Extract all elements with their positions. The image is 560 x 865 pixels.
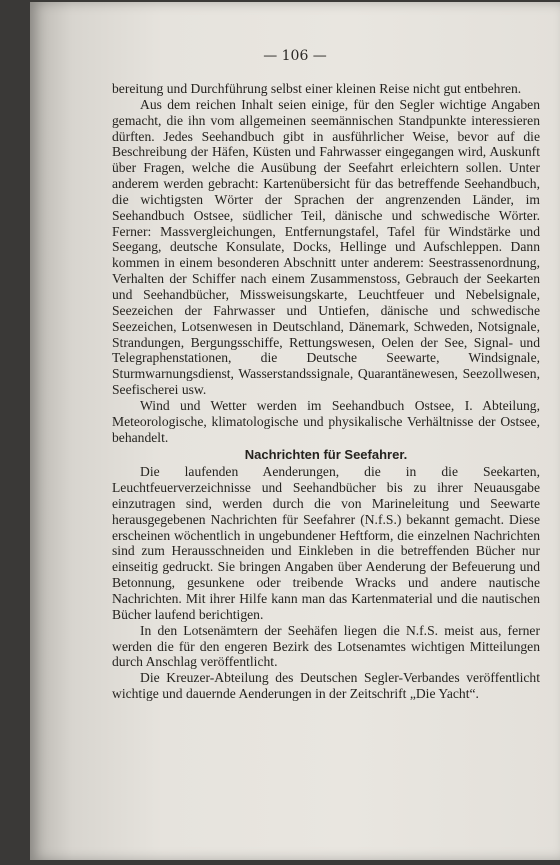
paragraph-changes: Die laufenden Aenderungen, die in die Seekarten, Leuchtfeuerverzeichnisse und Seehandbücher bis zu ihrer Neuausgabe einzutragen sind, werden durch die von Marineleitung und Seewarte herausgegebenen Nachrichten für Seefahrer (N.f.S.) bekannt gemacht. Diese erscheinen wöchentlich in ungebundener Heftform, die einzelnen Nachrichten sind zum Herausschneiden und Einkleben in die betreffenden Bücher nur einseitig gedruckt. Sie bringen Angaben über Aenderung der Befeuerung und Betonnung, gesunkene oder treibende Wracks und andere nautische Nachrichten. Mit ihrer Hilfe kann man das Kartenmaterial und die nautischen Bücher laufend berichtigen. xyxy=(112,464,540,622)
paragraph-weather: Wind und Wetter werden im Seehandbuch Ostsee, I. Abteilung, Meteorologische, klimatologische und physikalische Verhältnisse der Ostsee, behandelt. xyxy=(112,397,540,445)
paragraph-continuation: bereitung und Durchführung selbst einer kleinen Reise nicht gut entbehren. xyxy=(112,81,522,96)
paragraph-contents: Aus dem reichen Inhalt seien einige, für den Segler wichtige Angaben gemacht, die ihn vom allgemeinen seemännischen Standpunkte interessieren dürften. Jedes Seehandbuch gibt in ausführlicher Weise, bevor auf die Beschreibung der Häfen, Küsten und Fahrwasser eingegangen wird, Auskunft über Fragen, welche die Ausübung der Seefahrt erleichtern sollen. Unter anderem werden gebracht: Kartenübersicht für das betreffende Seehandbuch, die wichtigsten Wörter der Sprachen der angrenzenden Länder, im Seehandbuch Ostsee, südlicher Teil, dänische und schwedische Wörter. Ferner: Massvergleichungen, Entfernungstafel, Tafel für Windstärke und Seegang, deutsche Konsulate, Docks, Hellinge und Aufschleppen. Dann kommen in einem besonderen Abschnitt unter anderem: Seestrassenordnung, Verhalten der Schiffer nach einem Zusammenstoss, Gebrauch der Seekarten und Seehandbücher, Missweisungskarte, Leuchtfeuer und Nebelsignale, Seezeichen der Fahrwasser und Untiefen, dänische und schwedische Seezeichen, Lotsenwesen in Deutschland, Dänemark, Schweden, Notsignale, Strandungen, Bergungsschiffe, Rettungswesen, Oelen der See, Signal- und Telegraphenstationen, die Deutsche Seewarte, Windsignale, Sturmwarnungsdienst, Wasserstandssignale, Quarantänewesen, Seezollwesen, Seefischerei usw. xyxy=(112,96,540,398)
book-page xyxy=(30,2,560,860)
page-number: — 106 — xyxy=(263,48,327,64)
body-text xyxy=(112,81,540,702)
paragraph-pilot-offices: In den Lotsenämtern der Seehäfen liegen die N.f.S. meist aus, ferner werden die für den engeren Bezirk des Lotsenamtes wichtigen Mitteilungen durch Anschlag veröffentlicht. xyxy=(112,622,540,670)
section-heading: Nachrichten für Seefahrer. xyxy=(244,447,408,463)
paragraph-cruiser-division: Die Kreuzer-Abteilung des Deutschen Segler-Verbandes veröffentlicht wichtige und dauernde Aenderungen in der Zeitschrift „Die Yacht“. xyxy=(112,670,540,702)
